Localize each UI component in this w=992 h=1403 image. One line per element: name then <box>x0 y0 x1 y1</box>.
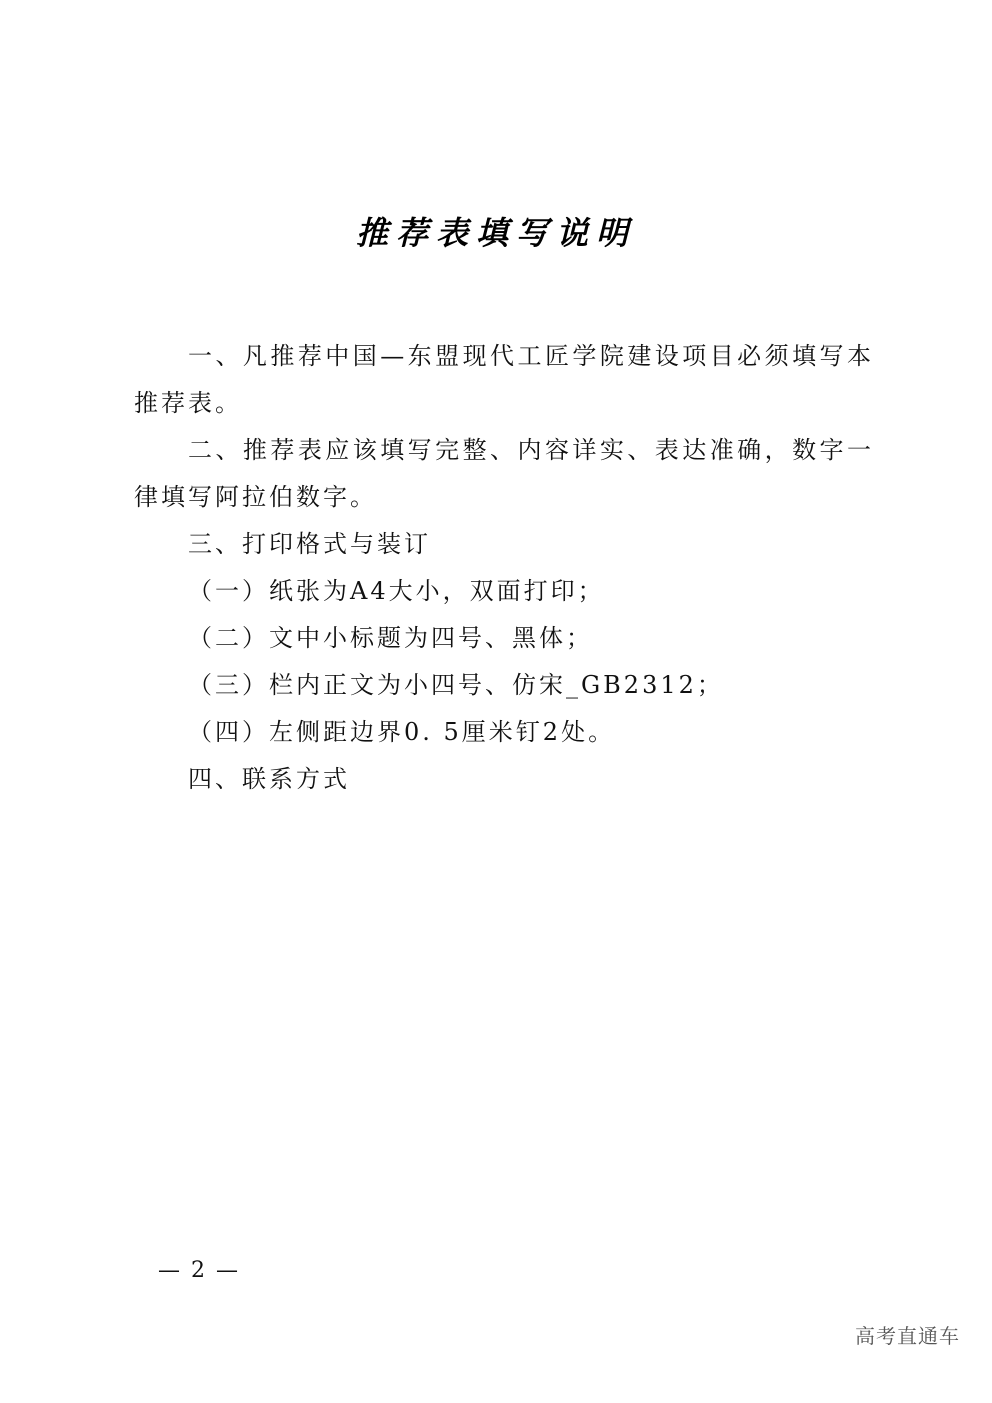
sub-item-4: （四）左侧距边界0. 5厘米钉2处。 <box>188 718 616 746</box>
paragraph-2: 二、推荐表应该填写完整、内容详实、表达准确，数字一律填写阿拉伯数字。 <box>134 436 874 511</box>
sub-item-3: （三）栏内正文为小四号、仿宋_GB2312； <box>188 671 724 699</box>
document-body <box>134 333 874 803</box>
watermark-text: 高考直通车 <box>855 1324 960 1348</box>
paragraph-4: 四、联系方式 <box>188 765 350 793</box>
sub-item-2: （二）文中小标题为四号、黑体； <box>188 624 593 652</box>
sub-item-1: （一）纸张为A4大小，双面打印； <box>188 577 605 605</box>
paragraph-3: 三、打印格式与装订 <box>188 530 431 558</box>
paragraph-1: 一、凡推荐中国—东盟现代工匠学院建设项目必须填写本推荐表。 <box>134 342 874 417</box>
document-title: 推荐表填写说明 <box>355 214 636 252</box>
page-number: — 2 — <box>158 1258 240 1283</box>
